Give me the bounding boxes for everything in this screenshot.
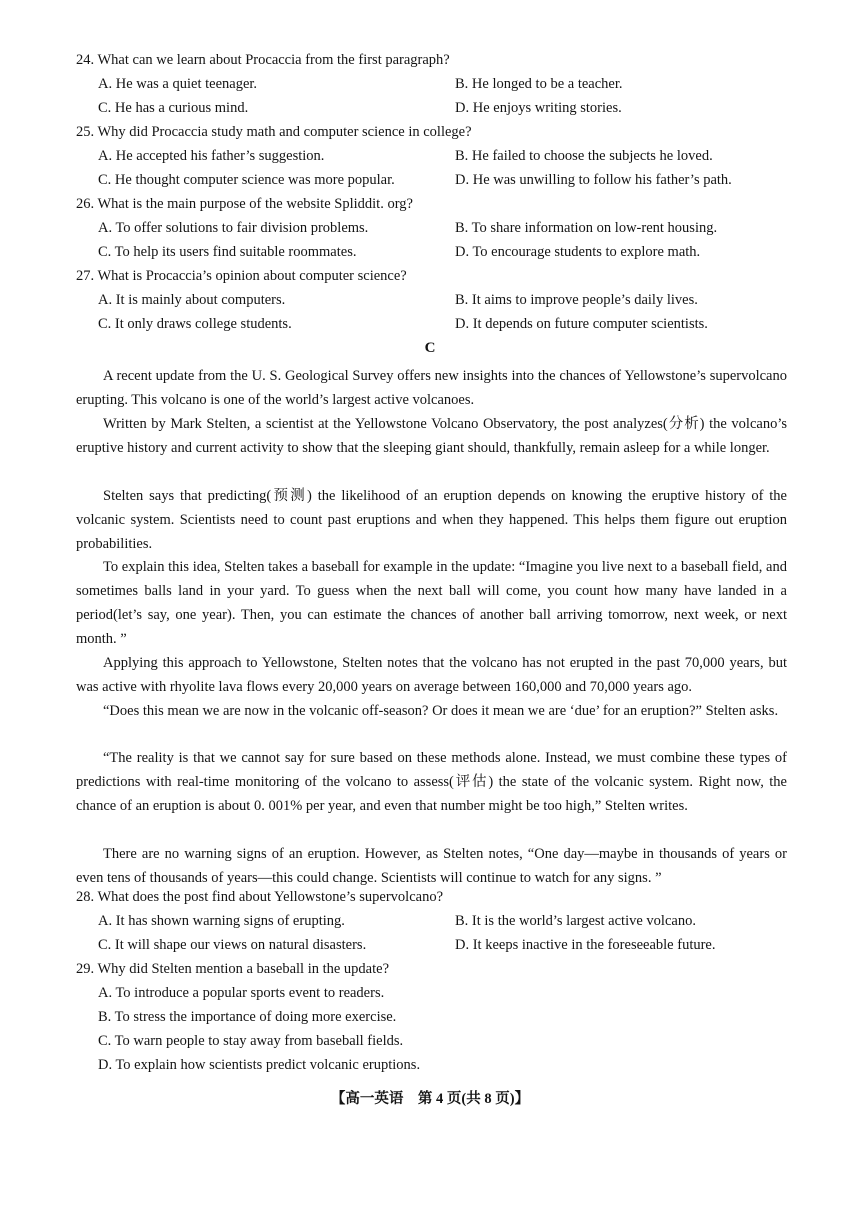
question-29-option-d: D. To explain how scientists predict volcanic eruptions. (98, 1057, 421, 1073)
question-27-stem: 27. What is Procaccia’s opinion about computer science? (76, 268, 407, 284)
question-29-option-c: C. To warn people to stay away from baseball fields. (98, 1033, 404, 1049)
question-27-option-a: A. It is mainly about computers. (98, 292, 286, 308)
passage-paragraph-2: Written by Mark Stelten, a scientist at the Yellowstone Volcano Observatory, the post analyzes(分析) the volcano’s eruptive history and current activity to show that the sleeping giant should, thankfully, remain asleep for a while longer. (76, 416, 787, 456)
question-27-option-b: B. It aims to improve people’s daily lives. (455, 292, 698, 308)
question-25-option-b: B. He failed to choose the subjects he loved. (455, 148, 713, 164)
passage-paragraph-3: Stelten says that predicting(预测) the likelihood of an eruption depends on knowing the eruptive history of the volcanic system. Scientists need to count past eruptions and when they happened. This helps them figure out eruption probabilities. (76, 488, 787, 552)
question-29-stem: 29. Why did Stelten mention a baseball in the update? (76, 961, 390, 977)
question-29-option-b: B. To stress the importance of doing more exercise. (98, 1009, 397, 1025)
page-footer: 【高一英语 第 4 页(共 8 页)】 (330, 1091, 530, 1107)
question-28-option-c: C. It will shape our views on natural disasters. (98, 937, 367, 953)
question-28-option-a: A. It has shown warning signs of erupting. (98, 913, 345, 929)
question-27-option-d: D. It depends on future computer scientists. (455, 316, 708, 332)
passage-paragraph-5: Applying this approach to Yellowstone, Stelten notes that the volcano has not erupted in the past 70,000 years, but was active with rhyolite lava flows every 20,000 years on average between 160,000 and 70,000 years ago. (76, 655, 787, 695)
question-24-stem: 24. What can we learn about Procaccia from the first paragraph? (76, 52, 450, 68)
section-c-heading: C (424, 340, 436, 356)
passage-paragraph-1: A recent update from the U. S. Geological Survey offers new insights into the chances of Yellowstone’s supervolcano erupting. This volcano is one of the world’s largest active volcanoes. (76, 368, 787, 408)
question-29-option-a: A. To introduce a popular sports event to readers. (98, 985, 385, 1001)
question-24-option-d: D. He enjoys writing stories. (455, 100, 622, 116)
question-26-option-c: C. To help its users find suitable roommates. (98, 244, 357, 260)
question-28-stem: 28. What does the post find about Yellowstone’s supervolcano? (76, 889, 444, 905)
question-27-option-c: C. It only draws college students. (98, 316, 292, 332)
passage-paragraph-6: “Does this mean we are now in the volcanic off-season? Or does it mean we are ‘due’ for an eruption?” Stelten asks. (103, 703, 779, 719)
question-28-option-d: D. It keeps inactive in the foreseeable future. (455, 937, 716, 953)
passage-paragraph-4: To explain this idea, Stelten takes a baseball for example in the update: “Imagine you live next to a baseball field, and sometimes balls land in your yard. To guess when the next ball will come, you count how many have landed in a period(let’s say, one year). Then, you can estimate the chances of another ball arriving tomorrow, next week, or next month. ” (76, 559, 787, 647)
passage-paragraph-7: “The reality is that we cannot say for sure based on these methods alone. Instead, we must combine these types of predictions with real-time monitoring of the volcano to assess(评估) the state of the volcanic system. Right now, the chance of an eruption is about 0. 001% per year, and even that number might be too high,” Stelten writes. (76, 750, 787, 814)
question-25-option-d: D. He was unwilling to follow his father’s path. (455, 172, 732, 188)
question-26-option-d: D. To encourage students to explore math. (455, 244, 701, 260)
question-28-option-b: B. It is the world’s largest active volcano. (455, 913, 696, 929)
question-25-stem: 25. Why did Procaccia study math and computer science in college? (76, 124, 472, 140)
question-24-option-b: B. He longed to be a teacher. (455, 76, 623, 92)
question-26-option-b: B. To share information on low-rent housing. (455, 220, 718, 236)
passage-paragraph-8: There are no warning signs of an eruption. However, as Stelten notes, “One day—maybe in thousands of years or even tens of thousands of years—this could change. Scientists will continue to watch for any signs. ” (76, 846, 787, 886)
question-26-option-a: A. To offer solutions to fair division problems. (98, 220, 369, 236)
question-24-option-c: C. He has a curious mind. (98, 100, 249, 116)
question-25-option-a: A. He accepted his father’s suggestion. (98, 148, 325, 164)
question-26-stem: 26. What is the main purpose of the website Spliddit. org? (76, 196, 413, 212)
question-25-option-c: C. He thought computer science was more popular. (98, 172, 395, 188)
question-24-option-a: A. He was a quiet teenager. (98, 76, 258, 92)
